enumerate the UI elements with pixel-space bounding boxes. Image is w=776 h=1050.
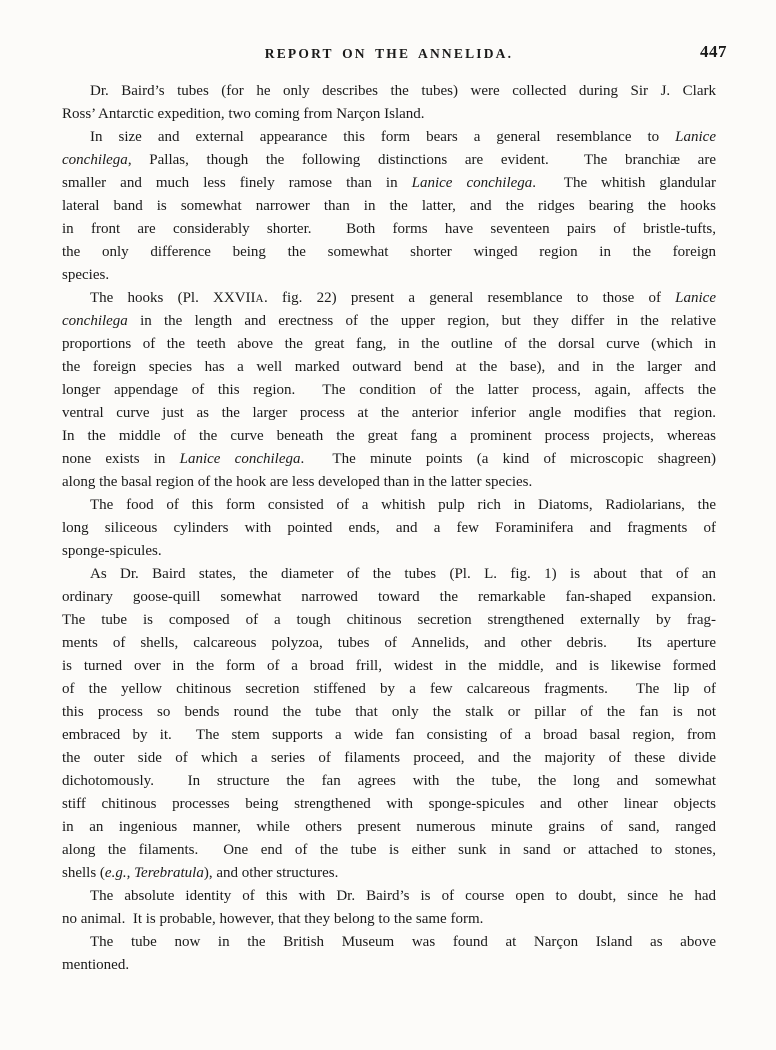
text-segment: , Pallas, though the following distinctions are evident. The branchiæ are [127,152,716,168]
text-line [62,839,716,862]
text-line [62,287,716,310]
text-line [62,793,716,816]
text-segment: ventral curve just as the larger process at the anterior inferior angle modifies that region. [62,405,716,421]
text-segment: in an ingenious manner, while others present numerous minute grains of sand, ranged [62,819,716,835]
text-segment: this process so bends round the tube that only the stalk or pillar of the fan is not [62,704,716,720]
text-line [62,517,716,540]
text-line [62,747,716,770]
text-segment: The tube now in the British Museum was found at Narçon Island as above [90,934,716,950]
text-segment: shells ( [62,865,105,881]
text-line [62,931,716,954]
text-line [62,379,716,402]
text-segment: The food of this form consisted of a whitish pulp rich in Diatoms, Radiolarians, the [90,497,716,513]
text-line [62,678,716,701]
text-line [62,241,716,264]
smallcap-text: A [255,293,265,305]
text-segment: Ross’ Antarctic expedition, two coming from Narçon Island. [62,106,425,122]
italic-text: Lanice conchilega [411,175,533,191]
text-segment: long siliceous cylinders with pointed ends, and a few Foraminifera and fragments of [62,520,716,536]
text-line [62,195,716,218]
text-line [62,954,716,977]
text-segment: no animal. It is probable, however, that they belong to the same form. [62,911,484,927]
text-line [62,172,716,195]
text-line [62,402,716,425]
text-line [62,724,716,747]
text-line [62,333,716,356]
text-line [62,632,716,655]
text-line [62,563,716,586]
text-line [62,862,716,885]
text-segment: lateral band is somewhat narrower than in the latter, and the ridges bearing the hooks [62,198,716,214]
text-segment: is turned over in the form of a broad frill, widest in the middle, and is likewise formed [62,658,716,674]
page-number: 447 [700,42,727,61]
italic-text: Terebratula [134,865,204,881]
text-line [62,448,716,471]
text-segment: In size and external appearance this form bears a general resemblance to [90,129,676,145]
text-segment: The absolute identity of this with Dr. Baird’s is of course open to doubt, since he had [90,888,716,904]
text-line [62,701,716,724]
text-segment: none exists in [62,451,180,467]
text-line [62,80,716,103]
text-line [62,471,716,494]
text-segment: the foreign species has a well marked outward bend at the base), and in the larger and [62,359,716,375]
italic-text: e.g., [104,865,131,881]
text-segment: sponge-spicules. [62,543,162,559]
page-title: REPORT ON THE ANNELIDA. [264,46,514,61]
text-segment: . The minute points (a kind of microscopic shagreen) [300,451,716,467]
text-segment: proportions of the teeth above the great fang, in the outline of the dorsal curve (which in [62,336,716,352]
text-line [62,264,716,287]
text-line [62,655,716,678]
text-segment: dichotomously. In structure the fan agrees with the tube, the long and somewhat [62,773,716,789]
text-segment: smaller and much less finely ramose than in [62,175,412,191]
text-line [62,586,716,609]
text-line [62,126,716,149]
text-line [62,218,716,241]
text-line [62,356,716,379]
text-segment: mentioned. [62,957,130,973]
text-segment: along the basal region of the hook are less developed than in the latter species. [62,474,533,490]
text-segment: . The whitish glandular [532,175,716,191]
text-line [62,103,716,126]
text-line [62,540,716,563]
text-segment: As Dr. Baird states, the diameter of the tubes (Pl. L. fig. 1) is about that of an [90,566,716,582]
text-segment: The hooks (Pl. XXVII [90,290,256,306]
page-body [62,80,716,977]
text-line [62,609,716,632]
italic-text: Lanice conchilega [179,451,301,467]
text-segment: species. [62,267,110,283]
text-segment: embraced by it. The stem supports a wide fan consisting of a broad basal region, from [62,727,716,743]
text-segment: the outer side of which a series of filaments proceed, and the majority of these divide [62,750,716,766]
text-segment: stiff chitinous processes being strengthened with sponge-spicules and other linear objects [62,796,716,812]
text-line [62,149,716,172]
italic-text: Lanice [675,290,716,306]
running-head [62,42,727,64]
text-segment: The tube is composed of a tough chitinous secretion strengthened externally by frag- [62,612,716,628]
text-segment: in the length and erectness of the upper region, but they differ in the relative [127,313,716,329]
italic-text: conchilega [62,152,128,168]
text-segment: ), and other structures. [203,865,339,881]
text-segment: In the middle of the curve beneath the great fang a prominent process projects, whereas [62,428,716,444]
text-segment: longer appendage of this region. The condition of the latter process, again, affects the [62,382,716,398]
text-segment: of the yellow chitinous secretion stiffened by a few calcareous fragments. The lip of [62,681,716,697]
text-line [62,885,716,908]
text-segment: ordinary goose-quill somewhat narrowed toward the remarkable fan-shaped expansion. [62,589,716,605]
text-segment: along the filaments. One end of the tube is either sunk in sand or attached to stones, [62,842,716,858]
text-line [62,310,716,333]
text-line [62,425,716,448]
text-line [62,770,716,793]
italic-text: Lanice [675,129,716,145]
text-segment: the only difference being the somewhat shorter winged region in the foreign [62,244,716,260]
italic-text: conchilega [62,313,128,329]
text-line [62,816,716,839]
text-segment: Dr. Baird’s tubes (for he only describes the tubes) were collected during Sir J. Clark [90,83,716,99]
text-segment: ments of shells, calcareous polyzoa, tubes of Annelids, and other debris. Its aperture [62,635,716,651]
text-line [62,908,716,931]
text-segment: . fig. 22) present a general resemblance to those of [264,290,676,306]
text-segment: in front are considerably shorter. Both forms have seventeen pairs of bristle-tufts, [62,221,716,237]
text-line [62,494,716,517]
